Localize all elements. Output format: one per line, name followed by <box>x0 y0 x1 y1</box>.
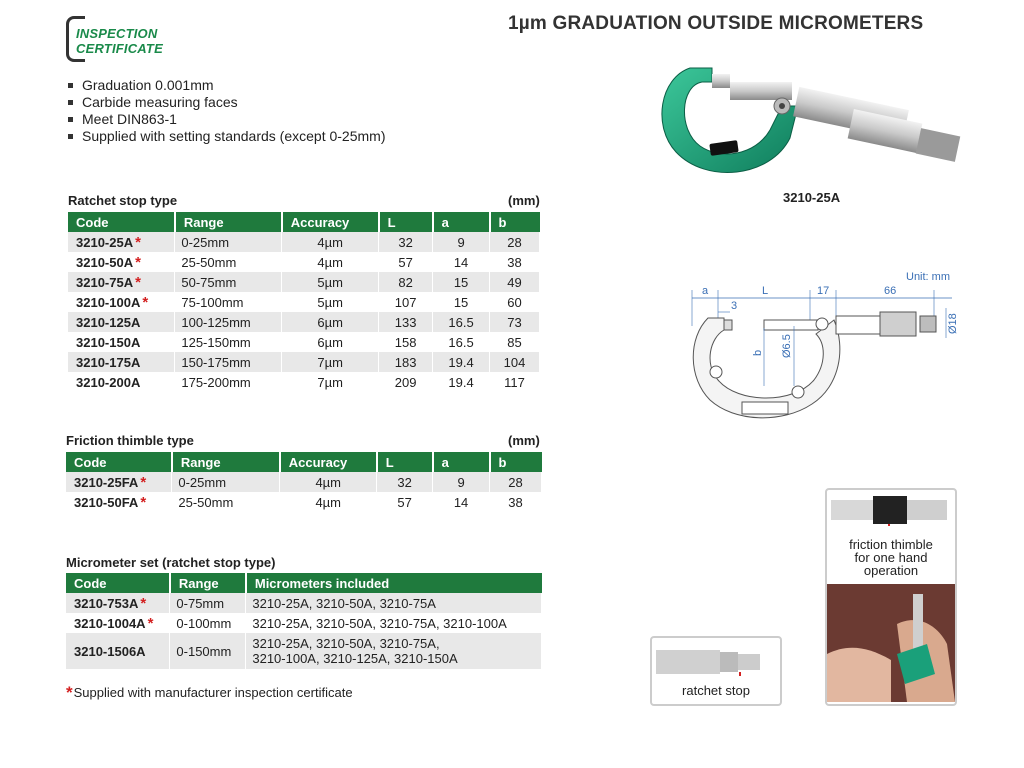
ratchet-unit: (mm) <box>508 193 540 208</box>
column-header: Code <box>66 573 170 593</box>
cell-accuracy: 5µm <box>282 272 379 292</box>
dim-17: 17 <box>817 285 830 297</box>
cell-code <box>68 332 175 352</box>
inset-label-line: for one hand <box>854 550 928 565</box>
cell-range: 150-175mm <box>175 352 282 372</box>
cell-a: 15 <box>433 272 490 292</box>
table-row <box>68 332 540 352</box>
friction-table <box>66 452 542 512</box>
column-header: a <box>433 212 490 232</box>
cell-code <box>66 613 170 633</box>
code-text: 3210-753A <box>74 595 139 611</box>
bullet-icon <box>68 134 73 139</box>
cell-range: 0-150mm <box>170 633 246 669</box>
dim-b: b <box>752 349 764 356</box>
column-header: Range <box>172 452 280 472</box>
table-row <box>66 633 542 669</box>
set-section-title: Micrometer set (ratchet stop type) <box>66 555 276 570</box>
hand-operation-photo <box>827 584 955 702</box>
cell-code <box>68 292 175 312</box>
table-row <box>68 272 540 292</box>
page-title: 1µm GRADUATION OUTSIDE MICROMETERS <box>508 13 924 34</box>
friction-thimble-photo <box>831 494 949 526</box>
dim-66: 66 <box>884 285 897 297</box>
included-line: 3210-25A, 3210-50A, 3210-75A, 3210-100A <box>252 615 507 631</box>
diagram-unit: Unit: mm <box>906 271 950 283</box>
cell-code <box>66 472 172 492</box>
column-header: Micrometers included <box>246 573 542 593</box>
cell-code <box>66 593 170 613</box>
table-row <box>68 232 540 252</box>
cell-L: 82 <box>379 272 433 292</box>
logo-line-1: INSPECTION <box>76 26 158 41</box>
code-text: 3210-125A <box>76 314 141 330</box>
cell-code <box>68 372 175 392</box>
column-header: Range <box>170 573 246 593</box>
product-model-label: 3210-25A <box>783 190 841 205</box>
cell-L: 107 <box>379 292 433 312</box>
footnote-star: * <box>66 683 73 702</box>
column-header: Accuracy <box>282 212 379 232</box>
certificate-star: * <box>142 293 149 311</box>
cell-code <box>68 312 175 332</box>
cell-b: 85 <box>490 332 540 352</box>
cell-code <box>68 232 175 252</box>
cell-range: 0-25mm <box>172 472 280 492</box>
cell-L: 32 <box>377 472 433 492</box>
feature-item <box>68 77 385 94</box>
cell-b: 117 <box>490 372 540 392</box>
cell-range: 0-75mm <box>170 593 246 613</box>
table-row <box>68 312 540 332</box>
cell-accuracy: 4µm <box>282 252 379 272</box>
ratchet-table <box>68 212 540 392</box>
feature-item <box>68 94 385 111</box>
inspection-certificate-logo <box>66 16 188 58</box>
column-header: a <box>433 452 490 472</box>
certificate-star: * <box>135 233 141 251</box>
footnote-text: Supplied with manufacturer inspection certificate <box>73 685 353 700</box>
feature-list <box>68 77 385 145</box>
cell-a: 9 <box>433 232 490 252</box>
friction-thimble-inset <box>825 488 957 706</box>
cell-code <box>68 272 175 292</box>
cell-b: 49 <box>490 272 540 292</box>
cell-a: 16.5 <box>433 332 490 352</box>
cell-range: 0-100mm <box>170 613 246 633</box>
column-header: L <box>377 452 433 472</box>
cell-a: 15 <box>433 292 490 312</box>
code-text: 3210-150A <box>76 334 141 350</box>
code-text: 3210-75A <box>76 274 134 290</box>
certificate-star: * <box>135 273 141 291</box>
bullet-icon <box>68 100 73 105</box>
cell-included <box>246 633 542 669</box>
inset-label-line: operation <box>863 563 919 578</box>
cell-range: 175-200mm <box>175 372 282 392</box>
cell-range: 25-50mm <box>172 492 280 512</box>
column-header: Range <box>175 212 282 232</box>
cell-a: 14 <box>433 492 490 512</box>
column-header: Accuracy <box>280 452 377 472</box>
table-row <box>66 472 542 492</box>
logo-line-2: CERTIFICATE <box>76 41 163 56</box>
feature-text: Carbide measuring faces <box>82 94 238 110</box>
friction-section-title: Friction thimble type <box>66 433 194 448</box>
cell-a: 16.5 <box>433 312 490 332</box>
cell-accuracy: 7µm <box>282 352 379 372</box>
dim-a: a <box>702 285 709 297</box>
code-text: 3210-50A <box>76 254 134 270</box>
code-text: 3210-25FA <box>74 474 139 490</box>
cell-range: 50-75mm <box>175 272 282 292</box>
cell-included <box>246 613 542 633</box>
feature-text: Graduation 0.001mm <box>82 77 214 93</box>
code-text: 3210-50FA <box>74 494 139 510</box>
table-header-row <box>66 573 542 593</box>
table-header-row <box>66 452 542 472</box>
set-table <box>66 573 542 669</box>
bullet-icon <box>68 117 73 122</box>
cell-b: 38 <box>490 492 542 512</box>
cell-L: 133 <box>379 312 433 332</box>
bullet-icon <box>68 83 73 88</box>
ratchet-inset-label: ratchet stop <box>682 683 750 698</box>
column-header: Code <box>66 452 172 472</box>
dim-18: Ø18 <box>947 313 959 334</box>
ratchet-section-title: Ratchet stop type <box>68 193 178 208</box>
cell-b: 28 <box>490 472 542 492</box>
column-header: L <box>379 212 433 232</box>
table-row <box>66 492 542 512</box>
cell-accuracy: 6µm <box>282 312 379 332</box>
table-header-row <box>68 212 540 232</box>
cell-code <box>66 492 172 512</box>
included-line: 3210-100A, 3210-125A, 3210-150A <box>252 651 458 666</box>
table-row <box>68 252 540 272</box>
micrometer-photo <box>650 60 970 188</box>
ratchet-stop-photo <box>656 644 774 676</box>
cell-L: 57 <box>379 252 433 272</box>
included-line: 3210-25A, 3210-50A, 3210-75A, <box>252 636 440 651</box>
cell-a: 9 <box>433 472 490 492</box>
column-header: b <box>490 212 540 232</box>
certificate-star: * <box>140 493 147 511</box>
dim-6-5: Ø6.5 <box>781 334 793 358</box>
code-text: 3210-1004A <box>74 615 146 631</box>
feature-item <box>68 111 385 128</box>
included-line: 3210-25A, 3210-50A, 3210-75A <box>252 595 436 611</box>
certificate-star: * <box>135 253 141 271</box>
cell-accuracy: 4µm <box>282 232 379 252</box>
cell-range: 100-125mm <box>175 312 282 332</box>
code-text: 3210-200A <box>76 374 141 390</box>
table-row <box>68 292 540 312</box>
table-row <box>66 613 542 633</box>
code-text: 3210-100A <box>76 294 141 310</box>
cell-a: 19.4 <box>433 372 490 392</box>
cell-L: 32 <box>379 232 433 252</box>
cell-b: 73 <box>490 312 540 332</box>
column-header: Code <box>68 212 175 232</box>
dim-L: L <box>762 285 769 297</box>
friction-unit: (mm) <box>508 433 540 448</box>
footnote <box>66 683 353 703</box>
cell-range: 75-100mm <box>175 292 282 312</box>
cell-accuracy: 4µm <box>280 492 377 512</box>
cell-accuracy: 4µm <box>280 472 377 492</box>
friction-inset-label <box>827 538 955 577</box>
cell-code <box>68 252 175 272</box>
cell-L: 183 <box>379 352 433 372</box>
cell-b: 28 <box>490 232 540 252</box>
cell-accuracy: 5µm <box>282 292 379 312</box>
cell-accuracy: 7µm <box>282 372 379 392</box>
cell-accuracy: 6µm <box>282 332 379 352</box>
feature-text: Supplied with setting standards (except 0-25mm) <box>82 128 386 144</box>
ratchet-stop-inset <box>650 636 782 706</box>
cell-included <box>246 593 542 613</box>
cell-L: 209 <box>379 372 433 392</box>
table-row <box>68 352 540 372</box>
table-row <box>68 372 540 392</box>
cell-range: 25-50mm <box>175 252 282 272</box>
cell-a: 19.4 <box>433 352 490 372</box>
code-text: 3210-1506A <box>74 643 146 659</box>
column-header: b <box>490 452 542 472</box>
code-text: 3210-25A <box>76 234 134 250</box>
table-row <box>66 593 542 613</box>
dimension-diagram <box>690 268 964 432</box>
certificate-star: * <box>147 614 154 632</box>
certificate-star: * <box>140 594 147 612</box>
cell-range: 0-25mm <box>175 232 282 252</box>
cell-code <box>66 633 170 669</box>
certificate-star: * <box>140 473 147 491</box>
feature-text: Meet DIN863-1 <box>82 111 177 127</box>
cell-b: 38 <box>490 252 540 272</box>
dim-3: 3 <box>731 300 738 312</box>
cell-code <box>68 352 175 372</box>
cell-a: 14 <box>433 252 490 272</box>
cell-b: 104 <box>490 352 540 372</box>
cell-range: 125-150mm <box>175 332 282 352</box>
inset-label-line: friction thimble <box>849 537 933 552</box>
cell-L: 158 <box>379 332 433 352</box>
feature-item <box>68 128 385 145</box>
cell-L: 57 <box>377 492 433 512</box>
cell-b: 60 <box>490 292 540 312</box>
code-text: 3210-175A <box>76 354 141 370</box>
